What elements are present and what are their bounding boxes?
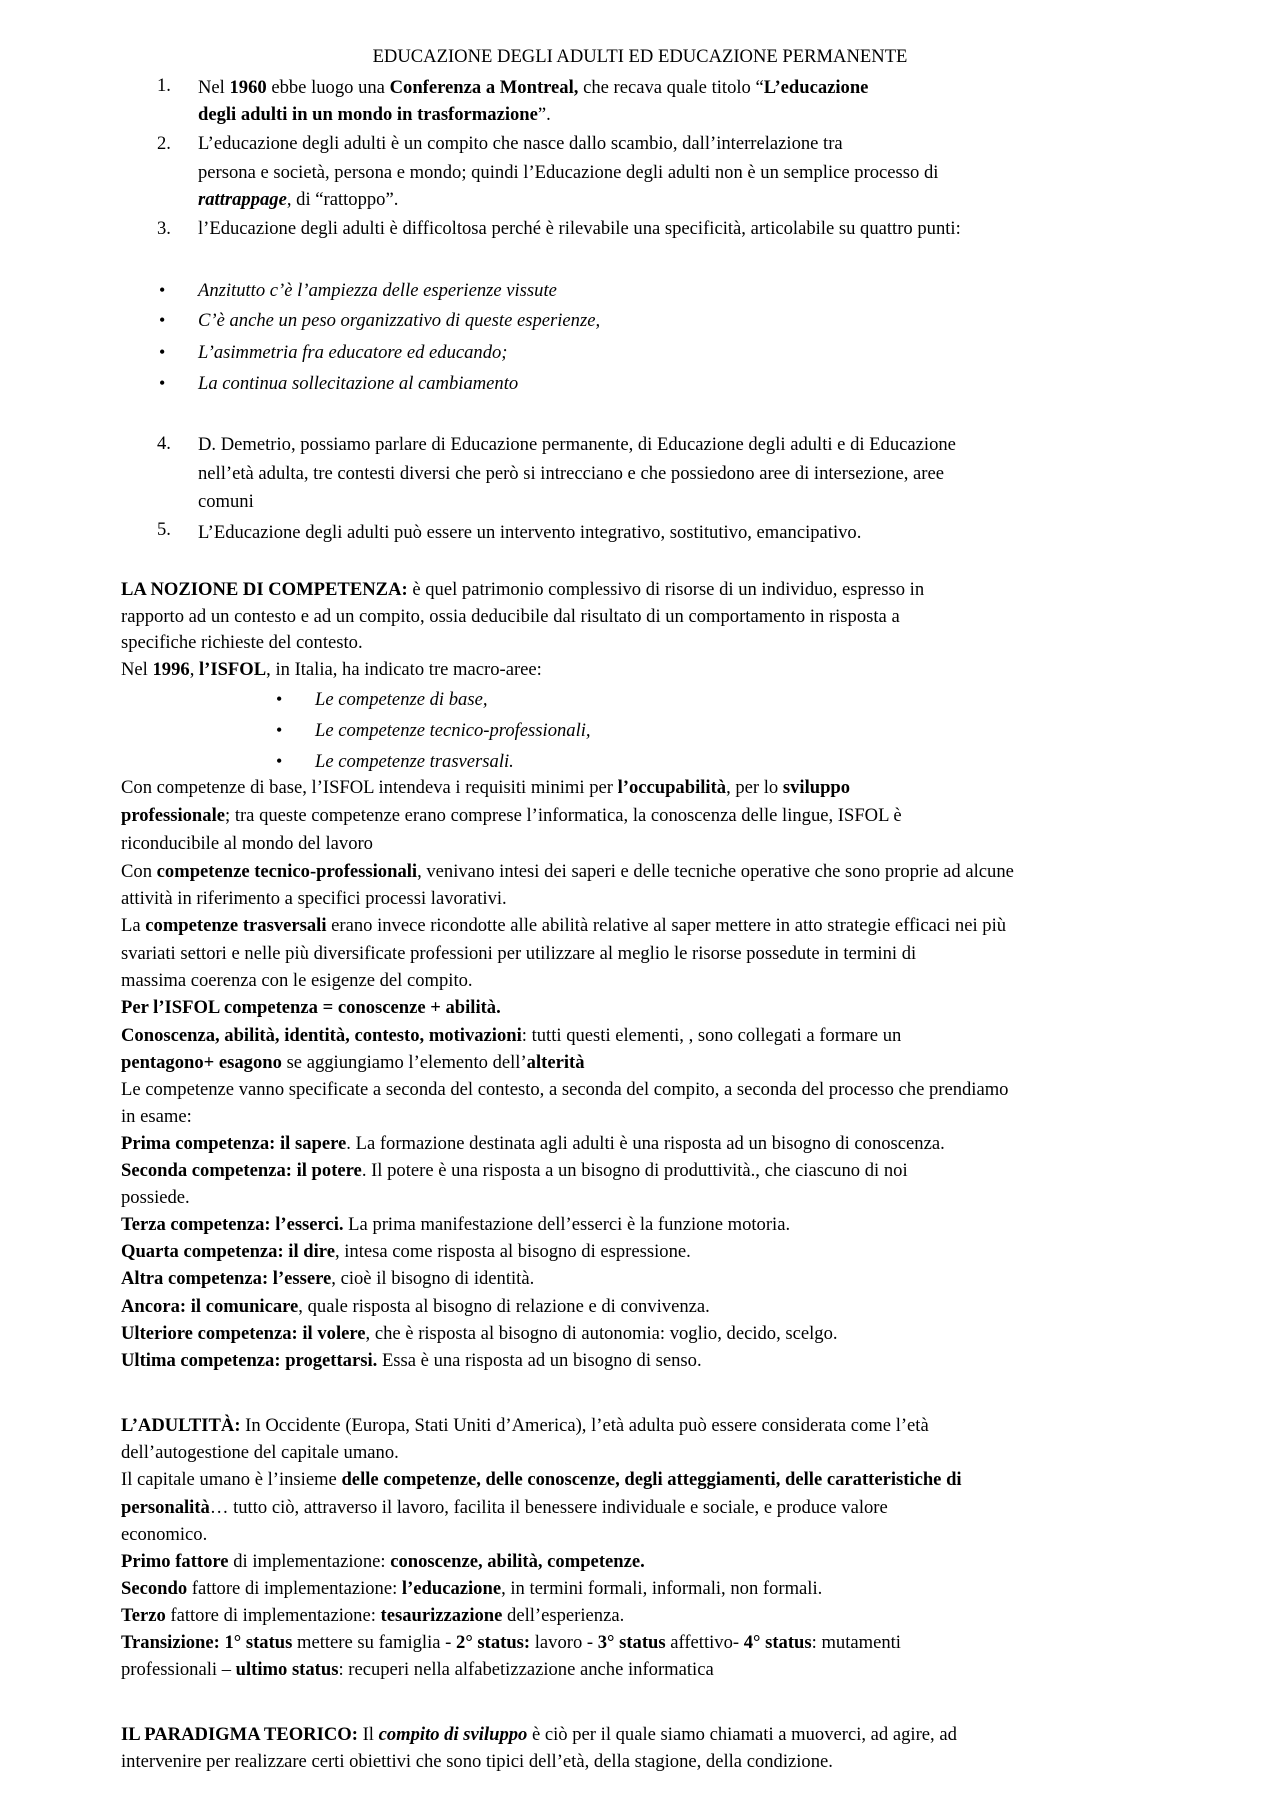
list-number-4: 4. bbox=[157, 433, 171, 454]
document-title: EDUCAZIONE DEGLI ADULTI ED EDUCAZIONE PERMANENTE bbox=[372, 46, 908, 67]
fattore-3: Terzo fattore di implementazione: tesaurizzazione dell’esperienza. bbox=[121, 1605, 625, 1626]
fattore-1: Primo fattore di implementazione: conoscenze, abilità, competenze. bbox=[121, 1551, 645, 1572]
macro-bullet-2: • bbox=[276, 720, 283, 740]
macro-area-3: Le competenze trasversali. bbox=[315, 751, 514, 772]
list-item-2-line-2: persona e società, persona e mondo; quindi l’Educazione degli adulti non è un semplice processo di bbox=[198, 162, 939, 183]
competenza-1: Prima competenza: il sapere. La formazione destinata agli adulti è una risposta ad un bisogno di conoscenza. bbox=[121, 1133, 945, 1154]
fattore-2: Secondo fattore di implementazione: l’educazione, in termini formali, informali, non formali. bbox=[121, 1578, 823, 1599]
list-item-5: L’Educazione degli adulti può essere un intervento integrativo, sostitutivo, emancipativo. bbox=[198, 522, 862, 543]
section-heading-paradigma: IL PARADIGMA TEORICO: bbox=[121, 1724, 358, 1745]
competenza-heading-line: LA NOZIONE DI COMPETENZA: è quel patrimonio complessivo di risorse di un individuo, espresso in bbox=[121, 579, 925, 600]
paradigma-line-2: intervenire per realizzare certi obiettivi che sono tipici dell’età, della stagione, della condizione. bbox=[121, 1751, 833, 1772]
paradigma-line-1: IL PARADIGMA TEORICO: Il compito di sviluppo è ciò per il quale siamo chiamati a muoverci, ad agire, ad bbox=[121, 1724, 957, 1745]
transizione-line-2: professionali – ultimo status: recuperi nella alfabetizzazione anche informatica bbox=[121, 1659, 714, 1680]
competenza-6: Ancora: il comunicare, quale risposta al bisogno di relazione e di convivenza. bbox=[121, 1296, 710, 1317]
specificate-line-2: in esame: bbox=[121, 1106, 192, 1127]
isfol-line: Nel 1996, l’ISFOL, in Italia, ha indicato tre macro-aree: bbox=[121, 659, 542, 680]
bullet-item-1: Anzitutto c’è l’ampiezza delle esperienze vissute bbox=[198, 280, 557, 301]
competenza-4: Quarta competenza: il dire, intesa come risposta al bisogno di espressione. bbox=[121, 1241, 691, 1262]
pentagono-line-2: pentagono+ esagono se aggiungiamo l’elemento dell’alterità bbox=[121, 1052, 585, 1073]
trasversali-line-3: massima coerenza con le esigenze del compito. bbox=[121, 970, 473, 991]
pentagono-line-1: Conoscenza, abilità, identità, contesto, motivazioni: tutti questi elementi, , sono collegati a formare un bbox=[121, 1025, 902, 1046]
macro-area-1: Le competenze di base, bbox=[315, 689, 488, 710]
tecnico-line-1: Con competenze tecnico-professionali, venivano intesi dei saperi e delle tecniche operative che sono proprie ad alcune bbox=[121, 861, 1014, 882]
list-number-5: 5. bbox=[157, 519, 171, 540]
list-item-4-line-2: nell’età adulta, tre contesti diversi che però si intrecciano e che possiedono aree di intersezione, aree bbox=[198, 463, 945, 484]
specificate-line-1: Le competenze vanno specificate a seconda del contesto, a seconda del compito, a seconda del processo che prendiamo bbox=[121, 1079, 1009, 1100]
capitale-line-2: personalità… tutto ciò, attraverso il lavoro, facilita il benessere individuale e sociale, e produce valore bbox=[121, 1497, 888, 1518]
isfol-formula: Per l’ISFOL competenza = conoscenze + abilità. bbox=[121, 997, 501, 1018]
transizione-line-1: Transizione: 1° status mettere su famiglia - 2° status: lavoro - 3° status affettivo- 4° status: mutamenti bbox=[121, 1632, 901, 1653]
trasversali-line-1: La competenze trasversali erano invece ricondotte alle abilità relative al saper mettere in atto strategie efficaci nei più bbox=[121, 915, 1007, 936]
bullet-2: • bbox=[159, 310, 166, 330]
list-item-4-line-3: comuni bbox=[198, 491, 254, 512]
section-heading-competenza: LA NOZIONE DI COMPETENZA: bbox=[121, 579, 408, 600]
capitale-line-3: economico. bbox=[121, 1524, 208, 1545]
adulta-heading-line: L’ADULTITÀ: In Occidente (Europa, Stati Uniti d’America), l’età adulta può essere considerata come l’età bbox=[121, 1415, 929, 1436]
bullet-4: • bbox=[159, 373, 166, 393]
base-line-2: professionale; tra queste competenze erano comprese l’informatica, la conoscenza delle lingue, ISFOL è bbox=[121, 805, 902, 826]
bullet-1: • bbox=[159, 280, 166, 300]
competenza-5: Altra competenza: l’essere, cioè il bisogno di identità. bbox=[121, 1268, 535, 1289]
competenza-line-3: specifiche richieste del contesto. bbox=[121, 632, 363, 653]
list-item-2-line-3: rattrappage, di “rattoppo”. bbox=[198, 189, 399, 210]
macro-bullet-1: • bbox=[276, 689, 283, 709]
tecnico-line-2: attività in riferimento a specifici processi lavorativi. bbox=[121, 888, 507, 909]
bullet-3: • bbox=[159, 342, 166, 362]
bullet-item-3: L’asimmetria fra educatore ed educando; bbox=[198, 342, 508, 363]
list-item-1-line-1: Nel 1960 ebbe luogo una Conferenza a Montreal, che recava quale titolo “L’educazione bbox=[198, 77, 869, 98]
capitale-line-1: Il capitale umano è l’insieme delle competenze, delle conoscenze, degli atteggiamenti, delle caratteristiche di bbox=[121, 1469, 962, 1490]
macro-bullet-3: • bbox=[276, 751, 283, 771]
list-number-2: 2. bbox=[157, 133, 171, 154]
list-number-3: 3. bbox=[157, 218, 171, 239]
competenza-7: Ulteriore competenza: il volere, che è risposta al bisogno di autonomia: voglio, decido, scelgo. bbox=[121, 1323, 838, 1344]
list-item-2-line-1: L’educazione degli adulti è un compito che nasce dallo scambio, dall’interrelazione tra bbox=[198, 133, 843, 154]
list-item-1-line-2: degli adulti in un mondo in trasformazione”. bbox=[198, 104, 551, 125]
base-line-3: riconducibile al mondo del lavoro bbox=[121, 833, 373, 854]
competenza-2: Seconda competenza: il potere. Il potere è una risposta a un bisogno di produttività., che ciascuno di noi bbox=[121, 1160, 908, 1181]
base-line-1: Con competenze di base, l’ISFOL intendeva i requisiti minimi per l’occupabilità, per lo sviluppo bbox=[121, 777, 851, 798]
competenza-8: Ultima competenza: progettarsi. Essa è una risposta ad un bisogno di senso. bbox=[121, 1350, 702, 1371]
competenza-2-cont: possiede. bbox=[121, 1187, 190, 1208]
list-item-3: l’Educazione degli adulti è difficoltosa perché è rilevabile una specificità, articolabile su quattro punti: bbox=[198, 218, 961, 239]
trasversali-line-2: svariati settori e nelle più diversificate professioni per utilizzare al meglio le risorse possedute in termini di bbox=[121, 943, 917, 964]
list-item-4-line-1: D. Demetrio, possiamo parlare di Educazione permanente, di Educazione degli adulti e di Educazione bbox=[198, 434, 956, 455]
competenza-3: Terza competenza: l’esserci. La prima manifestazione dell’esserci è la funzione motoria. bbox=[121, 1214, 791, 1235]
macro-area-2: Le competenze tecnico-professionali, bbox=[315, 720, 591, 741]
competenza-line-2: rapporto ad un contesto e ad un compito, ossia deducibile dal risultato di un comportamento in risposta a bbox=[121, 606, 900, 627]
adulta-line-2: dell’autogestione del capitale umano. bbox=[121, 1442, 399, 1463]
list-number-1: 1. bbox=[157, 75, 171, 96]
bullet-item-2: C’è anche un peso organizzativo di queste esperienze, bbox=[198, 310, 601, 331]
section-heading-adultita: L’ADULTITÀ: bbox=[121, 1415, 241, 1436]
bullet-item-4: La continua sollecitazione al cambiamento bbox=[198, 373, 519, 394]
